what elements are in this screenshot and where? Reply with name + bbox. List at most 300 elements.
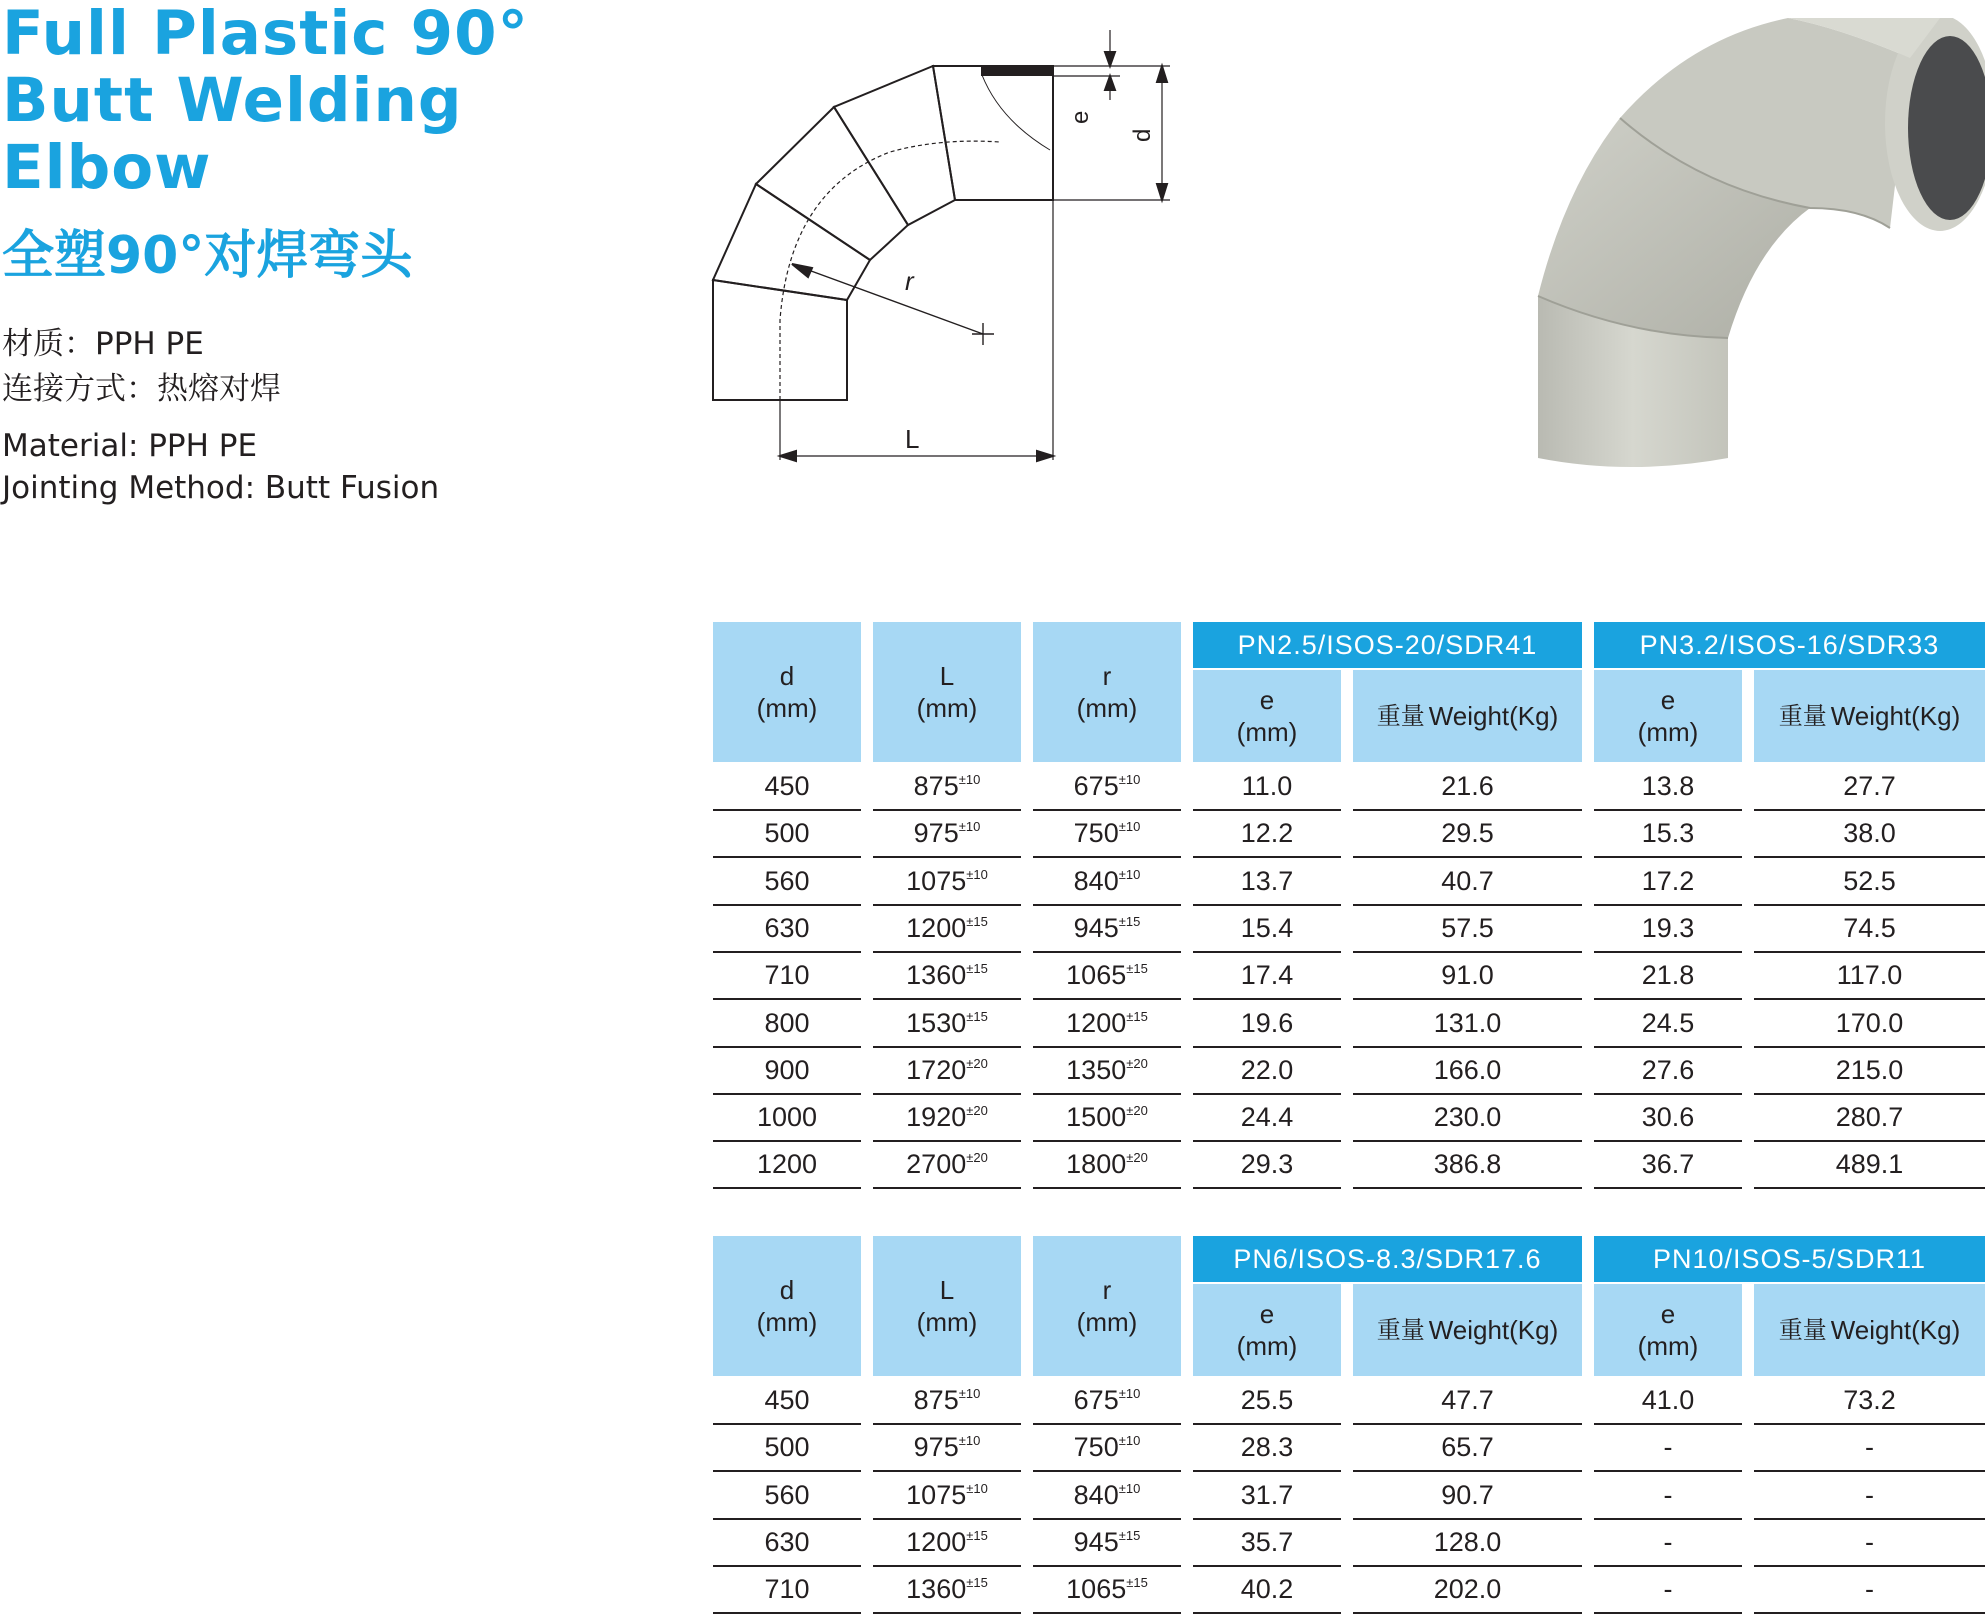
cell-value: 560 bbox=[764, 1479, 810, 1510]
cell-value: 1360 bbox=[906, 1574, 967, 1605]
cell-value: 945 bbox=[1073, 912, 1119, 943]
cell-value: 1000 bbox=[756, 1102, 818, 1133]
table-row bbox=[712, 1425, 1985, 1472]
cell-w1 bbox=[1353, 1567, 1582, 1614]
cell-r bbox=[1033, 859, 1181, 906]
cell-e1 bbox=[1193, 764, 1341, 811]
cell-e2 bbox=[1594, 811, 1742, 858]
header-L-name: L bbox=[939, 1275, 955, 1305]
cell-value: 57.5 bbox=[1441, 912, 1494, 943]
cell-L bbox=[873, 811, 1021, 858]
subheader-e-unit: (mm) bbox=[1236, 1331, 1298, 1361]
cell-r bbox=[1033, 811, 1181, 858]
subheader-weight-en: Weight(Kg) bbox=[1428, 1315, 1559, 1345]
cell-r bbox=[1033, 1095, 1181, 1142]
label-d: d bbox=[1129, 128, 1156, 142]
cell-L bbox=[873, 764, 1021, 811]
cell-value: - bbox=[1663, 1479, 1673, 1510]
tolerance: ±10 bbox=[1118, 772, 1141, 787]
label-r: r bbox=[905, 266, 914, 296]
cell-value: 630 bbox=[764, 1526, 810, 1557]
cell-w2 bbox=[1754, 1095, 1985, 1142]
cell-value: 35.7 bbox=[1240, 1526, 1294, 1557]
header-L bbox=[873, 622, 1021, 762]
cell-value: 710 bbox=[764, 1574, 810, 1605]
cell-r bbox=[1033, 1142, 1181, 1189]
spec-table-1 bbox=[712, 622, 1985, 1192]
cell-value: 73.2 bbox=[1843, 1385, 1896, 1415]
cell-value: 27.6 bbox=[1641, 1054, 1695, 1085]
group-header-pn3.2: PN3.2/ISOS-16/SDR33 bbox=[1594, 622, 1985, 668]
cell-e2 bbox=[1594, 1095, 1742, 1142]
cell-e1 bbox=[1193, 859, 1341, 906]
tolerance: ±15 bbox=[966, 961, 988, 977]
cell-e2 bbox=[1594, 906, 1742, 953]
cell-value: 19.6 bbox=[1240, 1007, 1294, 1038]
cell-r bbox=[1033, 1048, 1181, 1095]
subheader-weight-en: Weight(Kg) bbox=[1830, 701, 1961, 731]
cell-value: 25.5 bbox=[1240, 1385, 1294, 1415]
cell-value: 800 bbox=[764, 1007, 810, 1038]
cell-L bbox=[873, 1142, 1021, 1189]
cell-value: - bbox=[1865, 1432, 1874, 1463]
table-row bbox=[712, 953, 1985, 1000]
subheader-weight-cn: 重量 bbox=[1778, 1316, 1827, 1344]
cell-w1 bbox=[1353, 953, 1582, 1000]
header-r bbox=[1033, 622, 1181, 762]
cell-value: 15.4 bbox=[1240, 912, 1294, 943]
cell-value: 170.0 bbox=[1835, 1007, 1904, 1038]
cell-L bbox=[873, 1473, 1021, 1520]
cell-w1 bbox=[1353, 1142, 1582, 1189]
cell-d bbox=[713, 1142, 861, 1189]
tolerance: ±15 bbox=[1126, 1575, 1148, 1591]
group-header-pn2.5: PN2.5/ISOS-20/SDR41 bbox=[1193, 622, 1582, 668]
tolerance: ±10 bbox=[958, 1433, 981, 1449]
cell-L bbox=[873, 1378, 1021, 1425]
cell-value: 450 bbox=[764, 1385, 810, 1415]
cell-e2 bbox=[1594, 1520, 1742, 1567]
cell-r bbox=[1033, 953, 1181, 1000]
cell-value: 945 bbox=[1073, 1526, 1119, 1557]
cell-value: 875 bbox=[913, 1385, 959, 1415]
cell-value: 1350 bbox=[1066, 1054, 1127, 1085]
cell-d bbox=[713, 1567, 861, 1614]
table-row bbox=[712, 906, 1985, 953]
tolerance: ±20 bbox=[966, 1103, 988, 1119]
header-d bbox=[713, 622, 861, 762]
cell-value: 202.0 bbox=[1433, 1574, 1502, 1605]
cell-e1 bbox=[1193, 1095, 1341, 1142]
tolerance: ±10 bbox=[1118, 1386, 1141, 1401]
subheader-e-2 bbox=[1594, 1284, 1742, 1376]
cell-value: 47.7 bbox=[1441, 1385, 1494, 1415]
cell-value: 1920 bbox=[906, 1102, 967, 1133]
cell-value: 28.3 bbox=[1240, 1432, 1294, 1463]
header-r-unit: (mm) bbox=[1076, 693, 1138, 723]
cell-value: 675 bbox=[1073, 771, 1119, 801]
table-row bbox=[712, 1473, 1985, 1520]
tolerance: ±10 bbox=[1118, 1480, 1141, 1496]
tolerance: ±15 bbox=[1126, 961, 1148, 977]
cell-value: 560 bbox=[764, 865, 810, 896]
cell-value: 15.3 bbox=[1641, 818, 1695, 849]
cell-value: 900 bbox=[764, 1054, 810, 1085]
cell-value: 36.7 bbox=[1641, 1149, 1695, 1180]
cell-w2 bbox=[1754, 811, 1985, 858]
material-cn: 材质：PPH PE bbox=[2, 326, 204, 362]
cell-w2 bbox=[1754, 1520, 1985, 1567]
cell-value: 91.0 bbox=[1441, 960, 1494, 991]
title-line-3: Elbow bbox=[2, 132, 212, 203]
tolerance: ±10 bbox=[966, 1480, 988, 1496]
tolerance: ±10 bbox=[958, 819, 981, 835]
cell-value: 19.3 bbox=[1641, 912, 1695, 943]
elbow-technical-drawing bbox=[700, 20, 1220, 480]
tolerance: ±15 bbox=[966, 1527, 988, 1543]
cell-value: 65.7 bbox=[1441, 1432, 1494, 1463]
cell-value: 875 bbox=[913, 771, 959, 801]
cell-value: 1530 bbox=[906, 1007, 967, 1038]
cell-value: 840 bbox=[1073, 865, 1119, 896]
subheader-e-name: e bbox=[1259, 1299, 1275, 1329]
cell-value: 1200 bbox=[906, 1526, 967, 1557]
cell-w1 bbox=[1353, 811, 1582, 858]
cell-w1 bbox=[1353, 1425, 1582, 1472]
cell-e2 bbox=[1594, 1048, 1742, 1095]
cell-value: 17.4 bbox=[1240, 960, 1294, 991]
tolerance: ±20 bbox=[1126, 1103, 1148, 1119]
tolerance: ±15 bbox=[966, 913, 988, 929]
cell-e1 bbox=[1193, 1425, 1341, 1472]
cell-value: - bbox=[1663, 1432, 1673, 1463]
header-d-unit: (mm) bbox=[756, 693, 818, 723]
subheader-e-name: e bbox=[1660, 1299, 1676, 1329]
cell-w2 bbox=[1754, 859, 1985, 906]
table-row bbox=[712, 1567, 1985, 1614]
header-r-name: r bbox=[1102, 1275, 1112, 1305]
group-header-pn10: PN10/ISOS-5/SDR11 bbox=[1594, 1236, 1985, 1282]
tolerance: ±15 bbox=[1118, 913, 1141, 929]
cell-w2 bbox=[1754, 1001, 1985, 1048]
tolerance: ±20 bbox=[1126, 1150, 1148, 1166]
cell-e2 bbox=[1594, 1425, 1742, 1472]
cell-value: 21.6 bbox=[1441, 771, 1494, 801]
cell-L bbox=[873, 1095, 1021, 1142]
tolerance: ±20 bbox=[1126, 1055, 1148, 1071]
cell-L bbox=[873, 1425, 1021, 1472]
cell-r bbox=[1033, 906, 1181, 953]
product-title-cn: 全塑90°对焊弯头 bbox=[2, 226, 413, 286]
subheader-e-unit: (mm) bbox=[1637, 717, 1699, 747]
cell-value: 710 bbox=[764, 960, 810, 991]
tolerance: ±10 bbox=[1118, 1433, 1141, 1449]
cell-value: 21.8 bbox=[1641, 960, 1695, 991]
tolerance: ±20 bbox=[966, 1055, 988, 1071]
title-line-2: Butt Welding bbox=[2, 65, 463, 136]
header-d bbox=[713, 1236, 861, 1376]
cell-value: 117.0 bbox=[1836, 960, 1903, 991]
cell-value: 12.2 bbox=[1240, 818, 1294, 849]
subheader-weight-cn: 重量 bbox=[1376, 1316, 1425, 1344]
cell-r bbox=[1033, 1567, 1181, 1614]
cell-value: 30.6 bbox=[1641, 1102, 1695, 1133]
cell-d bbox=[713, 1048, 861, 1095]
cell-value: 630 bbox=[764, 912, 810, 943]
tolerance: ±15 bbox=[1126, 1008, 1148, 1024]
cell-L bbox=[873, 1567, 1021, 1614]
cell-e1 bbox=[1193, 1048, 1341, 1095]
tolerance: ±10 bbox=[958, 1386, 981, 1401]
cell-d bbox=[713, 811, 861, 858]
cell-r bbox=[1033, 764, 1181, 811]
cell-e2 bbox=[1594, 764, 1742, 811]
cell-d bbox=[713, 1520, 861, 1567]
table-row bbox=[712, 1520, 1985, 1567]
tolerance: ±10 bbox=[966, 866, 988, 882]
subheader-e-unit: (mm) bbox=[1236, 717, 1298, 747]
cell-L bbox=[873, 953, 1021, 1000]
label-L: L bbox=[905, 424, 920, 454]
cell-e1 bbox=[1193, 1473, 1341, 1520]
cell-w2 bbox=[1754, 1473, 1985, 1520]
header-d-name: d bbox=[779, 1275, 795, 1305]
cell-d bbox=[713, 1001, 861, 1048]
tolerance: ±15 bbox=[966, 1575, 988, 1591]
cell-d bbox=[713, 1425, 861, 1472]
cell-value: - bbox=[1865, 1574, 1874, 1605]
subheader-e-1 bbox=[1193, 1284, 1341, 1376]
cell-e1 bbox=[1193, 1567, 1341, 1614]
cell-value: 1200 bbox=[1066, 1007, 1127, 1038]
cell-value: 131.0 bbox=[1433, 1007, 1502, 1038]
cell-value: 386.8 bbox=[1433, 1149, 1502, 1180]
cell-value: 1720 bbox=[906, 1054, 967, 1085]
cell-value: 1360 bbox=[906, 960, 967, 991]
table-row bbox=[712, 764, 1985, 811]
cell-w1 bbox=[1353, 1048, 1582, 1095]
material-en: Material: PPH PE bbox=[2, 428, 258, 464]
cell-value: 500 bbox=[764, 818, 810, 849]
tolerance: ±20 bbox=[966, 1150, 988, 1166]
header-L bbox=[873, 1236, 1021, 1376]
cell-e1 bbox=[1193, 1142, 1341, 1189]
joint-method-en: Jointing Method: Butt Fusion bbox=[2, 470, 440, 506]
cell-L bbox=[873, 1048, 1021, 1095]
cell-r bbox=[1033, 1378, 1181, 1425]
cell-value: 166.0 bbox=[1433, 1054, 1502, 1085]
cell-w1 bbox=[1353, 906, 1582, 953]
header-L-name: L bbox=[939, 661, 955, 691]
header-d-name: d bbox=[779, 661, 795, 691]
tolerance: ±15 bbox=[966, 1008, 988, 1024]
cell-value: 500 bbox=[764, 1432, 810, 1463]
cell-e1 bbox=[1193, 1520, 1341, 1567]
cell-w1 bbox=[1353, 1473, 1582, 1520]
cell-value: 11.0 bbox=[1241, 771, 1293, 801]
cell-value: 31.7 bbox=[1240, 1479, 1294, 1510]
cell-value: 90.7 bbox=[1441, 1479, 1494, 1510]
cell-e2 bbox=[1594, 1001, 1742, 1048]
cell-value: 750 bbox=[1073, 1432, 1119, 1463]
header-L-unit: (mm) bbox=[916, 1307, 978, 1337]
group-header-pn6: PN6/ISOS-8.3/SDR17.6 bbox=[1193, 1236, 1582, 1282]
subheader-weight-cn: 重量 bbox=[1778, 702, 1827, 730]
cell-w2 bbox=[1754, 1048, 1985, 1095]
cell-e2 bbox=[1594, 1473, 1742, 1520]
cell-w1 bbox=[1353, 1095, 1582, 1142]
product-title bbox=[2, 0, 562, 201]
cell-d bbox=[713, 764, 861, 811]
subheader-weight-2 bbox=[1754, 1284, 1985, 1376]
table-row bbox=[712, 1378, 1985, 1425]
cell-value: 675 bbox=[1073, 1385, 1119, 1415]
cell-w1 bbox=[1353, 859, 1582, 906]
cell-d bbox=[713, 1473, 861, 1520]
cell-value: 41.0 bbox=[1641, 1385, 1695, 1415]
cell-L bbox=[873, 906, 1021, 953]
spec-table-2 bbox=[712, 1236, 1985, 1615]
subheader-weight-en: Weight(Kg) bbox=[1830, 1315, 1961, 1345]
cell-w2 bbox=[1754, 1425, 1985, 1472]
table-row bbox=[712, 1001, 1985, 1048]
cell-r bbox=[1033, 1425, 1181, 1472]
tolerance: ±10 bbox=[1118, 866, 1141, 882]
cell-value: 1075 bbox=[906, 1479, 967, 1510]
cell-value: 128.0 bbox=[1433, 1526, 1502, 1557]
cell-w1 bbox=[1353, 1001, 1582, 1048]
subheader-weight-cn: 重量 bbox=[1376, 702, 1425, 730]
cell-value: 1065 bbox=[1066, 1574, 1127, 1605]
cell-r bbox=[1033, 1473, 1181, 1520]
subheader-weight-en: Weight(Kg) bbox=[1428, 701, 1559, 731]
cell-value: 2700 bbox=[906, 1149, 967, 1180]
table-row bbox=[712, 1048, 1985, 1095]
cell-e2 bbox=[1594, 953, 1742, 1000]
cell-w2 bbox=[1754, 1567, 1985, 1614]
cell-w1 bbox=[1353, 764, 1582, 811]
tolerance: ±10 bbox=[958, 772, 981, 787]
cell-value: 22.0 bbox=[1240, 1054, 1294, 1085]
cell-value: 13.7 bbox=[1240, 865, 1294, 896]
cell-e1 bbox=[1193, 811, 1341, 858]
cell-value: 40.7 bbox=[1441, 865, 1494, 896]
cell-value: 24.4 bbox=[1240, 1102, 1294, 1133]
cell-d bbox=[713, 906, 861, 953]
cell-L bbox=[873, 1001, 1021, 1048]
cell-r bbox=[1033, 1520, 1181, 1567]
cell-e1 bbox=[1193, 953, 1341, 1000]
table-row bbox=[712, 1095, 1985, 1142]
cell-value: 1800 bbox=[1066, 1149, 1127, 1180]
cell-w2 bbox=[1754, 906, 1985, 953]
subheader-e-name: e bbox=[1660, 685, 1676, 715]
cell-value: 40.2 bbox=[1240, 1574, 1294, 1605]
title-line-1: Full Plastic 90° bbox=[2, 0, 530, 69]
cell-w2 bbox=[1754, 764, 1985, 811]
cell-r bbox=[1033, 1001, 1181, 1048]
subheader-e-2 bbox=[1594, 670, 1742, 762]
subheader-weight-2 bbox=[1754, 670, 1985, 762]
cell-value: 38.0 bbox=[1843, 818, 1896, 849]
cell-value: 1200 bbox=[906, 912, 967, 943]
cell-e1 bbox=[1193, 906, 1341, 953]
cell-value: 74.5 bbox=[1843, 912, 1896, 943]
cell-w1 bbox=[1353, 1378, 1582, 1425]
subheader-e-unit: (mm) bbox=[1637, 1331, 1699, 1361]
cell-value: - bbox=[1663, 1526, 1673, 1557]
table-row bbox=[712, 811, 1985, 858]
elbow-product-image bbox=[1510, 18, 1985, 478]
cell-w1 bbox=[1353, 1520, 1582, 1567]
cell-L bbox=[873, 859, 1021, 906]
cell-value: 750 bbox=[1073, 818, 1119, 849]
cell-d bbox=[713, 859, 861, 906]
cell-d bbox=[713, 1378, 861, 1425]
cell-value: 1075 bbox=[906, 865, 967, 896]
cell-L bbox=[873, 1520, 1021, 1567]
cell-value: 280.7 bbox=[1835, 1102, 1904, 1133]
header-r-unit: (mm) bbox=[1076, 1307, 1138, 1337]
joint-method-cn: 连接方式：热熔对焊 bbox=[2, 371, 281, 407]
cell-value: 24.5 bbox=[1641, 1007, 1695, 1038]
cell-value: - bbox=[1865, 1526, 1874, 1557]
cell-value: 13.8 bbox=[1641, 771, 1695, 801]
cell-w2 bbox=[1754, 953, 1985, 1000]
cell-value: 17.2 bbox=[1641, 865, 1695, 896]
cell-e1 bbox=[1193, 1378, 1341, 1425]
cell-value: 29.5 bbox=[1441, 818, 1494, 849]
header-L-unit: (mm) bbox=[916, 693, 978, 723]
cell-w2 bbox=[1754, 1378, 1985, 1425]
cell-value: 29.3 bbox=[1240, 1149, 1294, 1180]
cell-value: 230.0 bbox=[1433, 1102, 1502, 1133]
cell-value: - bbox=[1865, 1479, 1874, 1510]
header-r bbox=[1033, 1236, 1181, 1376]
cell-value: 975 bbox=[913, 818, 959, 849]
tolerance: ±15 bbox=[1118, 1527, 1141, 1543]
cell-d bbox=[713, 1095, 861, 1142]
cell-e2 bbox=[1594, 1142, 1742, 1189]
header-d-unit: (mm) bbox=[756, 1307, 818, 1337]
cell-w2 bbox=[1754, 1142, 1985, 1189]
cell-d bbox=[713, 953, 861, 1000]
label-e: e bbox=[1067, 110, 1094, 124]
header-r-name: r bbox=[1102, 661, 1112, 691]
cell-e1 bbox=[1193, 1001, 1341, 1048]
cell-value: 215.0 bbox=[1835, 1054, 1904, 1085]
cell-value: 1065 bbox=[1066, 960, 1127, 991]
subheader-weight-1 bbox=[1353, 1284, 1582, 1376]
cell-value: 1500 bbox=[1066, 1102, 1127, 1133]
cell-value: 840 bbox=[1073, 1479, 1119, 1510]
cell-value: 450 bbox=[764, 771, 810, 801]
cell-e2 bbox=[1594, 1567, 1742, 1614]
table-row bbox=[712, 1142, 1985, 1189]
cell-value: 27.7 bbox=[1843, 771, 1896, 801]
cell-value: - bbox=[1663, 1574, 1673, 1605]
subheader-e-1 bbox=[1193, 670, 1341, 762]
subheader-e-name: e bbox=[1259, 685, 1275, 715]
cell-e2 bbox=[1594, 859, 1742, 906]
cell-e2 bbox=[1594, 1378, 1742, 1425]
subheader-weight-1 bbox=[1353, 670, 1582, 762]
table-row bbox=[712, 859, 1985, 906]
cell-value: 52.5 bbox=[1843, 865, 1896, 896]
cell-value: 1200 bbox=[756, 1149, 818, 1180]
cell-value: 975 bbox=[913, 1432, 959, 1463]
tolerance: ±10 bbox=[1118, 819, 1141, 835]
